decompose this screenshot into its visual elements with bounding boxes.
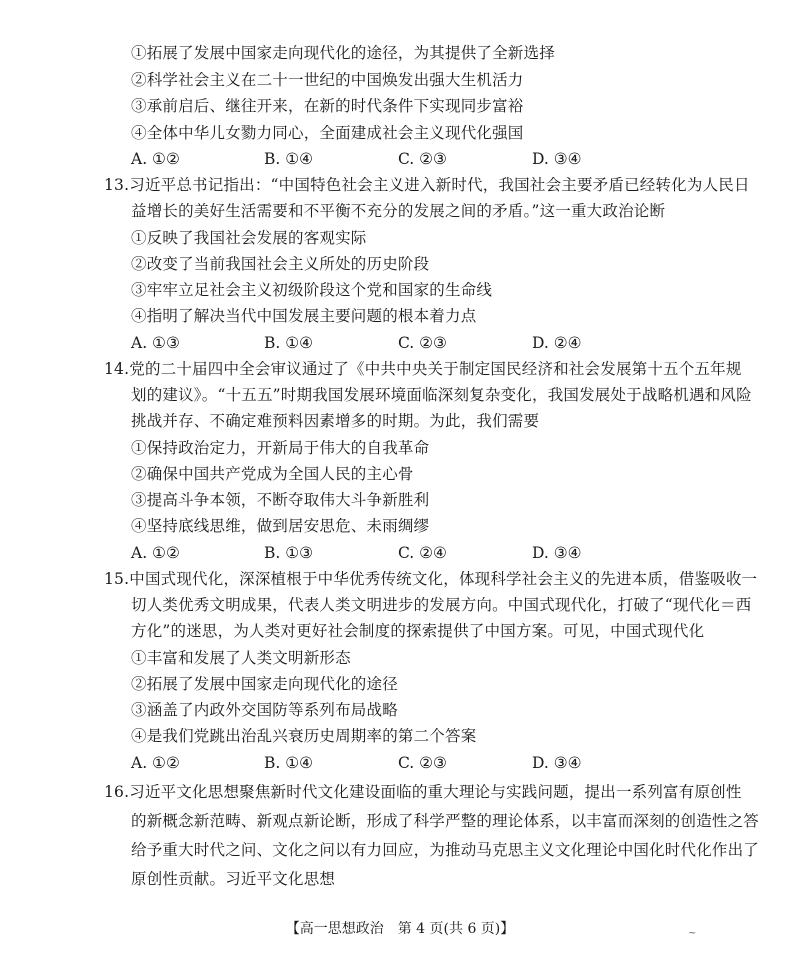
q13-stem-line-2: 益增长的美好生活需要和不平衡不充分的发展之间的矛盾。”这一重大政治论断 <box>131 202 666 220</box>
q14-item-4: ④坚持底线思维，做到居安思危、未雨绸缪 <box>131 517 430 535</box>
q16-stem-line-3: 给予重大时代之问、文化之问以有力回应，为推动马克思主义文化理论中国化时代化作出了 <box>131 841 760 859</box>
q13-option-b: B. ①④ <box>264 334 314 352</box>
q12-option-c: C. ②③ <box>398 150 447 168</box>
q13-option-c: C. ②③ <box>398 334 447 352</box>
q13-item-3: ③牢牢立足社会主义初级阶段这个党和国家的生命线 <box>131 281 493 299</box>
q13-item-2: ②改变了当前我国社会主义所处的历史阶段 <box>131 255 430 273</box>
q14-stem-line-2: 划的建议》。“十五五”时期我国发展环境面临深刻复杂变化，我国发展处于战略机遇和风险 <box>131 386 752 404</box>
corner-mark: ~ <box>688 928 697 939</box>
q15-item-1: ①丰富和发展了人类文明新形态 <box>131 649 351 667</box>
q15-stem-line-2: 切人类优秀文明成果，代表人类文明进步的发展方向。中国式现代化，打破了“现代化＝西 <box>131 596 752 614</box>
q12-option-b: B. ①④ <box>264 150 314 168</box>
q15-option-d: D. ③④ <box>532 754 582 772</box>
q12-item-1: ①拓展了发展中国家走向现代化的途径，为其提供了全新选择 <box>131 44 555 62</box>
q14-item-1: ①保持政治定力，开新局于伟大的自我革命 <box>131 439 430 457</box>
q13-stem-line-1: 13.习近平总书记指出：“中国特色社会主义进入新时代，我国社会主要矛盾已经转化为人民日 <box>104 176 750 194</box>
q12-item-2: ②科学社会主义在二十一世纪的中国焕发出强大生机活力 <box>131 71 524 89</box>
q14-item-3: ③提高斗争本领，不断夺取伟大斗争新胜利 <box>131 491 430 509</box>
q15-option-a: A. ①② <box>131 754 180 772</box>
q16-stem-line-2: 的新概念新范畴、新观点新论断，形成了科学严整的理论体系，以丰富而深刻的创造性之答 <box>131 812 760 830</box>
q14-item-2: ②确保中国共产党成为全国人民的主心骨 <box>131 465 414 483</box>
q14-option-a: A. ①② <box>131 544 180 562</box>
q15-option-b: B. ①④ <box>264 754 314 772</box>
q13-item-4: ④指明了解决当代中国发展主要问题的根本着力点 <box>131 307 477 325</box>
q15-stem-line-1: 15.中国式现代化，深深植根于中华优秀传统文化，体现科学社会主义的先进本质，借鉴吸收一 <box>104 570 758 588</box>
q12-item-4: ④全体中华儿女勠力同心，全面建成社会主义现代化强国 <box>131 124 524 142</box>
q12-option-d: D. ③④ <box>532 150 582 168</box>
q15-stem-line-3: 方化”的迷思，为人类对更好社会制度的探索提供了中国方案。可见，中国式现代化 <box>131 622 705 640</box>
q15-option-c: C. ②③ <box>398 754 447 772</box>
q16-stem-line-4: 原创性贡献。习近平文化思想 <box>131 870 336 888</box>
q14-option-b: B. ①③ <box>264 544 314 562</box>
q13-option-a: A. ①③ <box>131 334 180 352</box>
q16-stem-line-1: 16.习近平文化思想聚焦新时代文化建设面临的重大理论与实践问题，提出一系列富有原创性 <box>104 783 742 801</box>
q14-option-d: D. ③④ <box>532 544 582 562</box>
q15-item-2: ②拓展了发展中国家走向现代化的途径 <box>131 675 398 693</box>
q14-stem-line-3: 挑战并存、不确定难预料因素增多的时期。为此，我们需要 <box>131 412 540 430</box>
page-footer: 【高一思想政治 第 4 页(共 6 页)】 <box>285 921 515 937</box>
q12-option-a: A. ①② <box>131 150 180 168</box>
q15-item-3: ③涵盖了内政外交国防等系列布局战略 <box>131 701 398 719</box>
q12-item-3: ③承前启后、继往开来，在新的时代条件下实现同步富裕 <box>131 97 524 115</box>
q15-item-4: ④是我们党跳出治乱兴衰历史周期率的第二个答案 <box>131 727 477 745</box>
q14-stem-line-1: 14.党的二十届四中全会审议通过了《中共中央关于制定国民经济和社会发展第十五个五年规 <box>104 360 742 378</box>
q14-option-c: C. ②④ <box>398 544 447 562</box>
q13-option-d: D. ②④ <box>532 334 582 352</box>
q13-item-1: ①反映了我国社会发展的客观实际 <box>131 229 367 247</box>
